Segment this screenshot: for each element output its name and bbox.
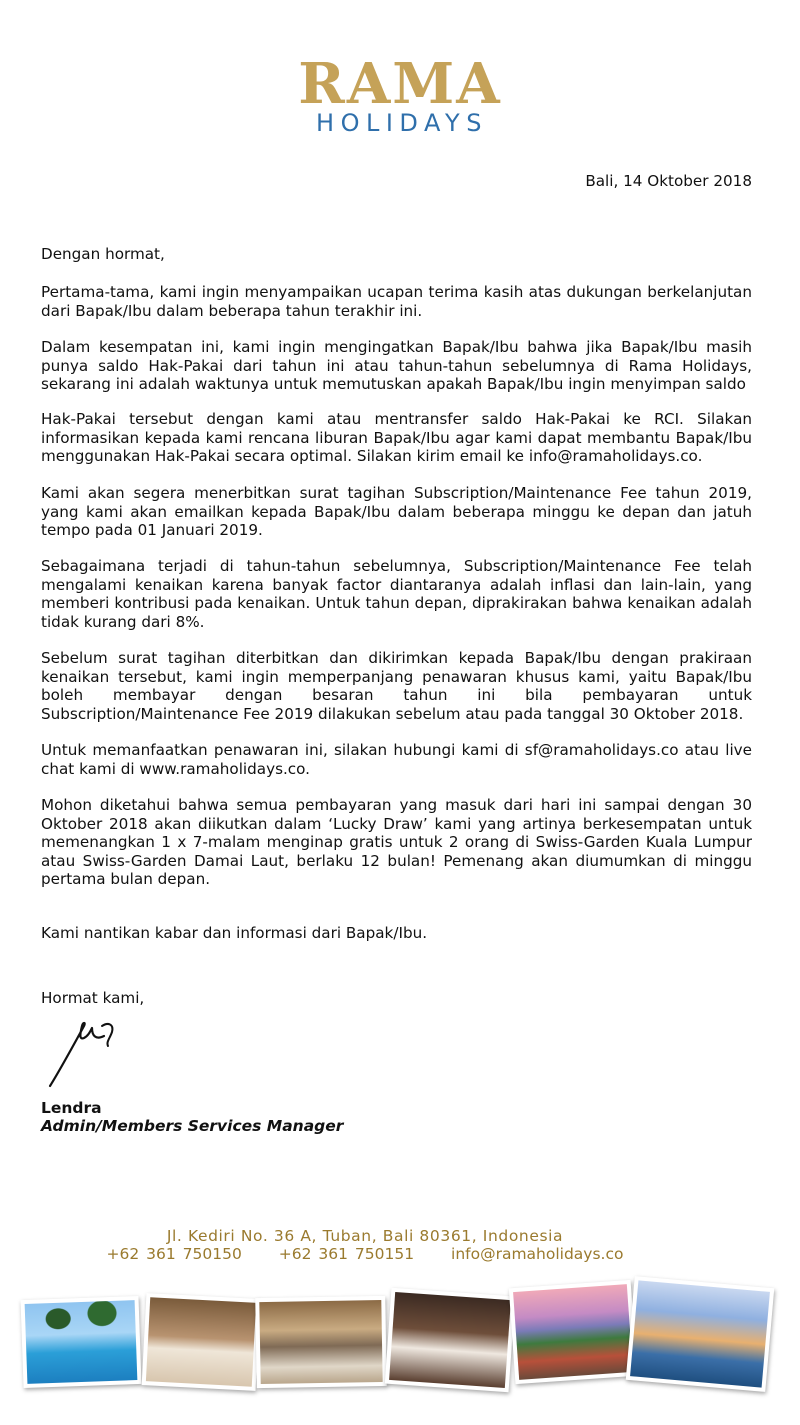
- footer-contacts: [0, 1244, 730, 1264]
- paragraph-2: Dalam kesempatan ini, kami ingin mengingatkan Bapak/Ibu bahwa jika Bapak/Ibu masih punya saldo Hak-Pakai dari tahun ini atau tahun-tahun sebelumnya di Rama Holidays, sekarang ini adalah waktunya untuk memutuskan apakah Bapak/Ibu ingin menyimpan saldo: [41, 338, 752, 393]
- paragraph-7: Untuk memanfaatkan penawaran ini, silakan hubungi kami di sf@ramaholidays.co atau live chat kami di www.ramaholidays.co.: [41, 741, 752, 778]
- hotel-room-twin-beds-photo: [142, 1293, 261, 1391]
- signer-name: Lendra: [41, 1099, 102, 1117]
- paragraph-3: Hak-Pakai tersebut dengan kami atau mentransfer saldo Hak-Pakai ke RCI. Silakan informasikan kepada kami rencana liburan Bapak/Ibu agar kami dapat membantu Bapak/Ibu menggunakan Hak-Pakai secara optimal. Silakan kirim email ke info@ramaholidays.co.: [41, 410, 752, 465]
- pool-palm-trees-photo: [21, 1296, 142, 1388]
- company-logo: [0, 51, 800, 137]
- logo-wordmark: RAMA: [298, 51, 502, 117]
- paragraph-5: Sebagaimana terjadi di tahun-tahun sebelumnya, Subscription/Maintenance Fee telah mengalami kenaikan karena banyak factor diantaranya adalah inflasi dan lain-lain, yang memberi kontribusi pada kenaikan. Untuk tahun depan, diprakirakan bahwa kenaikan adalah tidak kurang dari 8%.: [41, 557, 752, 631]
- signer-title: Admin/Members Services Manager: [41, 1117, 344, 1135]
- closing: Hormat kami,: [41, 989, 145, 1007]
- paragraph-8: Mohon diketahui bahwa semua pembayaran yang masuk dari hari ini sampai dengan 30 Oktober 2018 akan diikutkan dalam ‘Lucky Draw’ kami yang artinya berkesempatan untuk memenangkan 1 x 7-malam menginap gratis untuk 2 orang di Swiss-Garden Kuala Lumpur atau Swiss-Garden Damai Laut, berlaku 12 bulan! Pemenang akan diumumkan di minggu pertama bulan depan.: [41, 796, 752, 888]
- coastal-resort-aerial-photo: [509, 1280, 637, 1384]
- handwritten-signature: [46, 1012, 122, 1092]
- paragraph-6: Sebelum surat tagihan diterbitkan dan dikirimkan kepada Bapak/Ibu dengan prakiraan kenaikan tersebut, kami ingin memperpanjang penawaran khusus kami, yaitu Bapak/Ibu boleh membayar dengan besaran tahun ini bila pembayaran untuk Subscription/Maintenance Fee 2019 dilakukan sebelum atau pada tanggal 30 Oktober 2018.: [41, 649, 752, 723]
- hotel-room-double-bed-photo: [385, 1288, 515, 1392]
- salutation: Dengan hormat,: [41, 245, 165, 263]
- footer-email: info@ramaholidays.co: [451, 1245, 624, 1263]
- footer-phone-2: +62 361 750151: [278, 1245, 415, 1263]
- paragraph-9: Kami nantikan kabar dan informasi dari Bapak/Ibu.: [41, 924, 428, 942]
- footer-address: Jl. Kediri No. 36 A, Tuban, Bali 80361, Indonesia: [166, 1227, 564, 1245]
- paragraph-1: Pertama-tama, kami ingin menyampaikan ucapan terima kasih atas dukungan berkelanjutan dari Bapak/Ibu dalam beberapa tahun terakhir ini.: [41, 283, 752, 320]
- logo-subtitle: HOLIDAYS: [316, 109, 488, 137]
- resort-pool-night-photo: [626, 1276, 775, 1392]
- spa-room-photo: [255, 1296, 387, 1388]
- paragraph-4: Kami akan segera menerbitkan surat tagihan Subscription/Maintenance Fee tahun 2019, yang kami akan emailkan kepada Bapak/Ibu dalam beberapa minggu ke depan dan jatuh tempo pada 01 Januari 2019.: [41, 484, 752, 539]
- letter-date: Bali, 14 Oktober 2018: [585, 172, 752, 190]
- footer-phone-1: +62 361 750150: [106, 1245, 242, 1263]
